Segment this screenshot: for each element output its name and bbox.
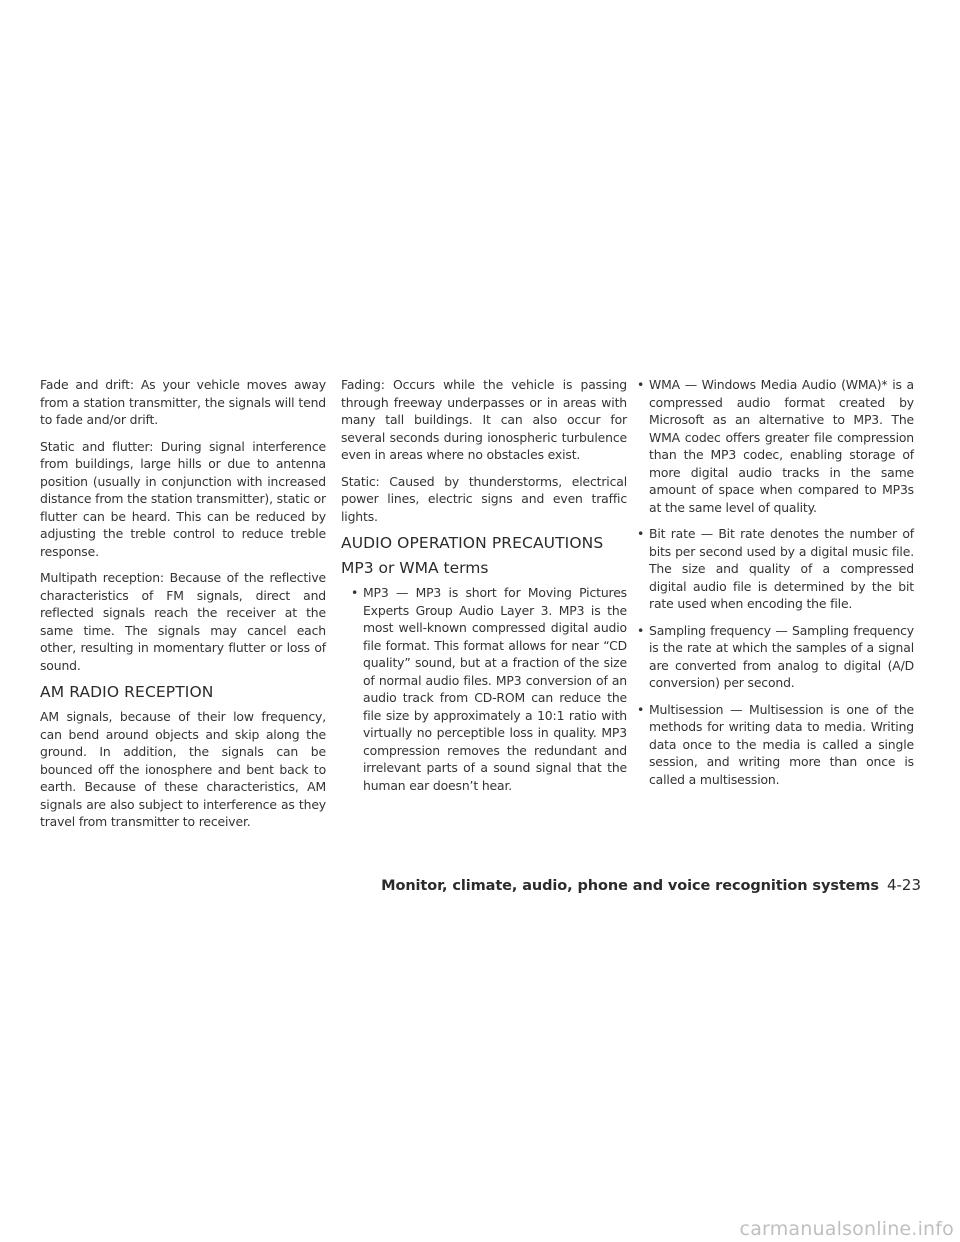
heading-am-radio: AM RADIO RECEPTION xyxy=(40,683,214,701)
watermark-text: carmanualsonline.info xyxy=(739,1218,954,1240)
bullet-icon: • xyxy=(637,377,645,392)
page-footer xyxy=(381,876,921,894)
paragraph-fading: Fading: Occurs while the vehicle is passing through freeway underpasses or in areas with many tall buildings. It can also occur for several seconds during ionospheric turbulence even in areas where no obstacles exist. xyxy=(341,377,627,462)
bullet-icon: • xyxy=(637,701,645,717)
footer-section-name: Monitor, climate, audio, phone and voice recognition systems xyxy=(381,878,879,894)
heading-audio-precautions: AUDIO OPERATION PRECAUTIONS xyxy=(341,534,604,552)
column-middle xyxy=(341,376,627,803)
heading-mp3-wma-terms: MP3 or WMA terms xyxy=(341,559,489,577)
list-item-text: MP3 — MP3 is short for Moving Pictures Experts Group Audio Layer 3. MP3 is the most well-known compressed digital audio file format. This format allows for near “CD quality” sound, but at a fraction of the size of normal audio files. MP3 conversion of an audio track from CD-ROM can reduce the file size by approximately a 10:1 ratio with virtually no perceptible loss in quality. MP3 compression removes the redundant and irrelevant parts of a sound signal that the human ear doesn’t hear. xyxy=(363,585,627,793)
list-item-mp3 xyxy=(341,584,627,794)
list-item-multisession xyxy=(631,701,914,789)
list-item-wma xyxy=(631,376,914,516)
terms-list-right xyxy=(631,376,914,788)
bullet-icon: • xyxy=(637,526,645,541)
paragraph-fade-drift: Fade and drift: As your vehicle moves away from a station transmitter, the signals will tend to fade and/or drift. xyxy=(40,377,326,427)
bullet-icon: • xyxy=(351,585,359,600)
list-item-text: WMA — Windows Media Audio (WMA)* is a compressed audio format created by Microsoft as an alternative to MP3. The WMA codec offers greater file compression than the MP3 codec, enabling storage of more digital audio tracks in the same amount of space when compared to MP3s at the same level of quality. xyxy=(649,377,914,515)
list-item-sampling-frequency xyxy=(631,622,914,692)
column-left xyxy=(40,376,326,840)
list-item-text: Sampling frequency — Sampling frequency is the rate at which the samples of a signal are converted from analog to digital (A/D conversion) per second. xyxy=(649,622,914,690)
bullet-icon: • xyxy=(637,622,645,638)
paragraph-static-flutter: Static and flutter: During signal interference from buildings, large hills or due to antenna position (usually in conjunction with increased distance from the station transmitter), static or flutter can be heard. This can be reduced by adjusting the treble control to reduce treble response. xyxy=(40,438,326,559)
list-item-text: Bit rate — Bit rate denotes the number of bits per second used by a digital music file. The size and quality of a compressed digital audio file is determined by the bit rate used when encoding the file. xyxy=(649,526,914,611)
paragraph-static: Static: Caused by thunderstorms, electrical power lines, electric signs and even traffic lights. xyxy=(341,473,627,524)
page-number: 4-23 xyxy=(886,876,921,894)
column-right xyxy=(631,376,914,797)
terms-list-middle xyxy=(341,584,627,794)
list-item-bit-rate xyxy=(631,525,914,613)
paragraph-multipath: Multipath reception: Because of the reflective characteristics of FM signals, direct and reflected signals reach the receiver at the same time. The signals may cancel each other, resulting in momentary flutter or loss of sound. xyxy=(40,570,326,673)
list-item-text: Multisession — Multisession is one of the methods for writing data to media. Writing data once to the media is called a single session, and writing more than once is called a multisession. xyxy=(649,701,914,787)
paragraph-am-signals: AM signals, because of their low frequency, can bend around objects and skip along the ground. In addition, the signals can be bounced off the ionosphere and bent back to earth. Because of these characteristics, AM signals are also subject to interference as they travel from transmitter to receiver. xyxy=(40,709,326,829)
